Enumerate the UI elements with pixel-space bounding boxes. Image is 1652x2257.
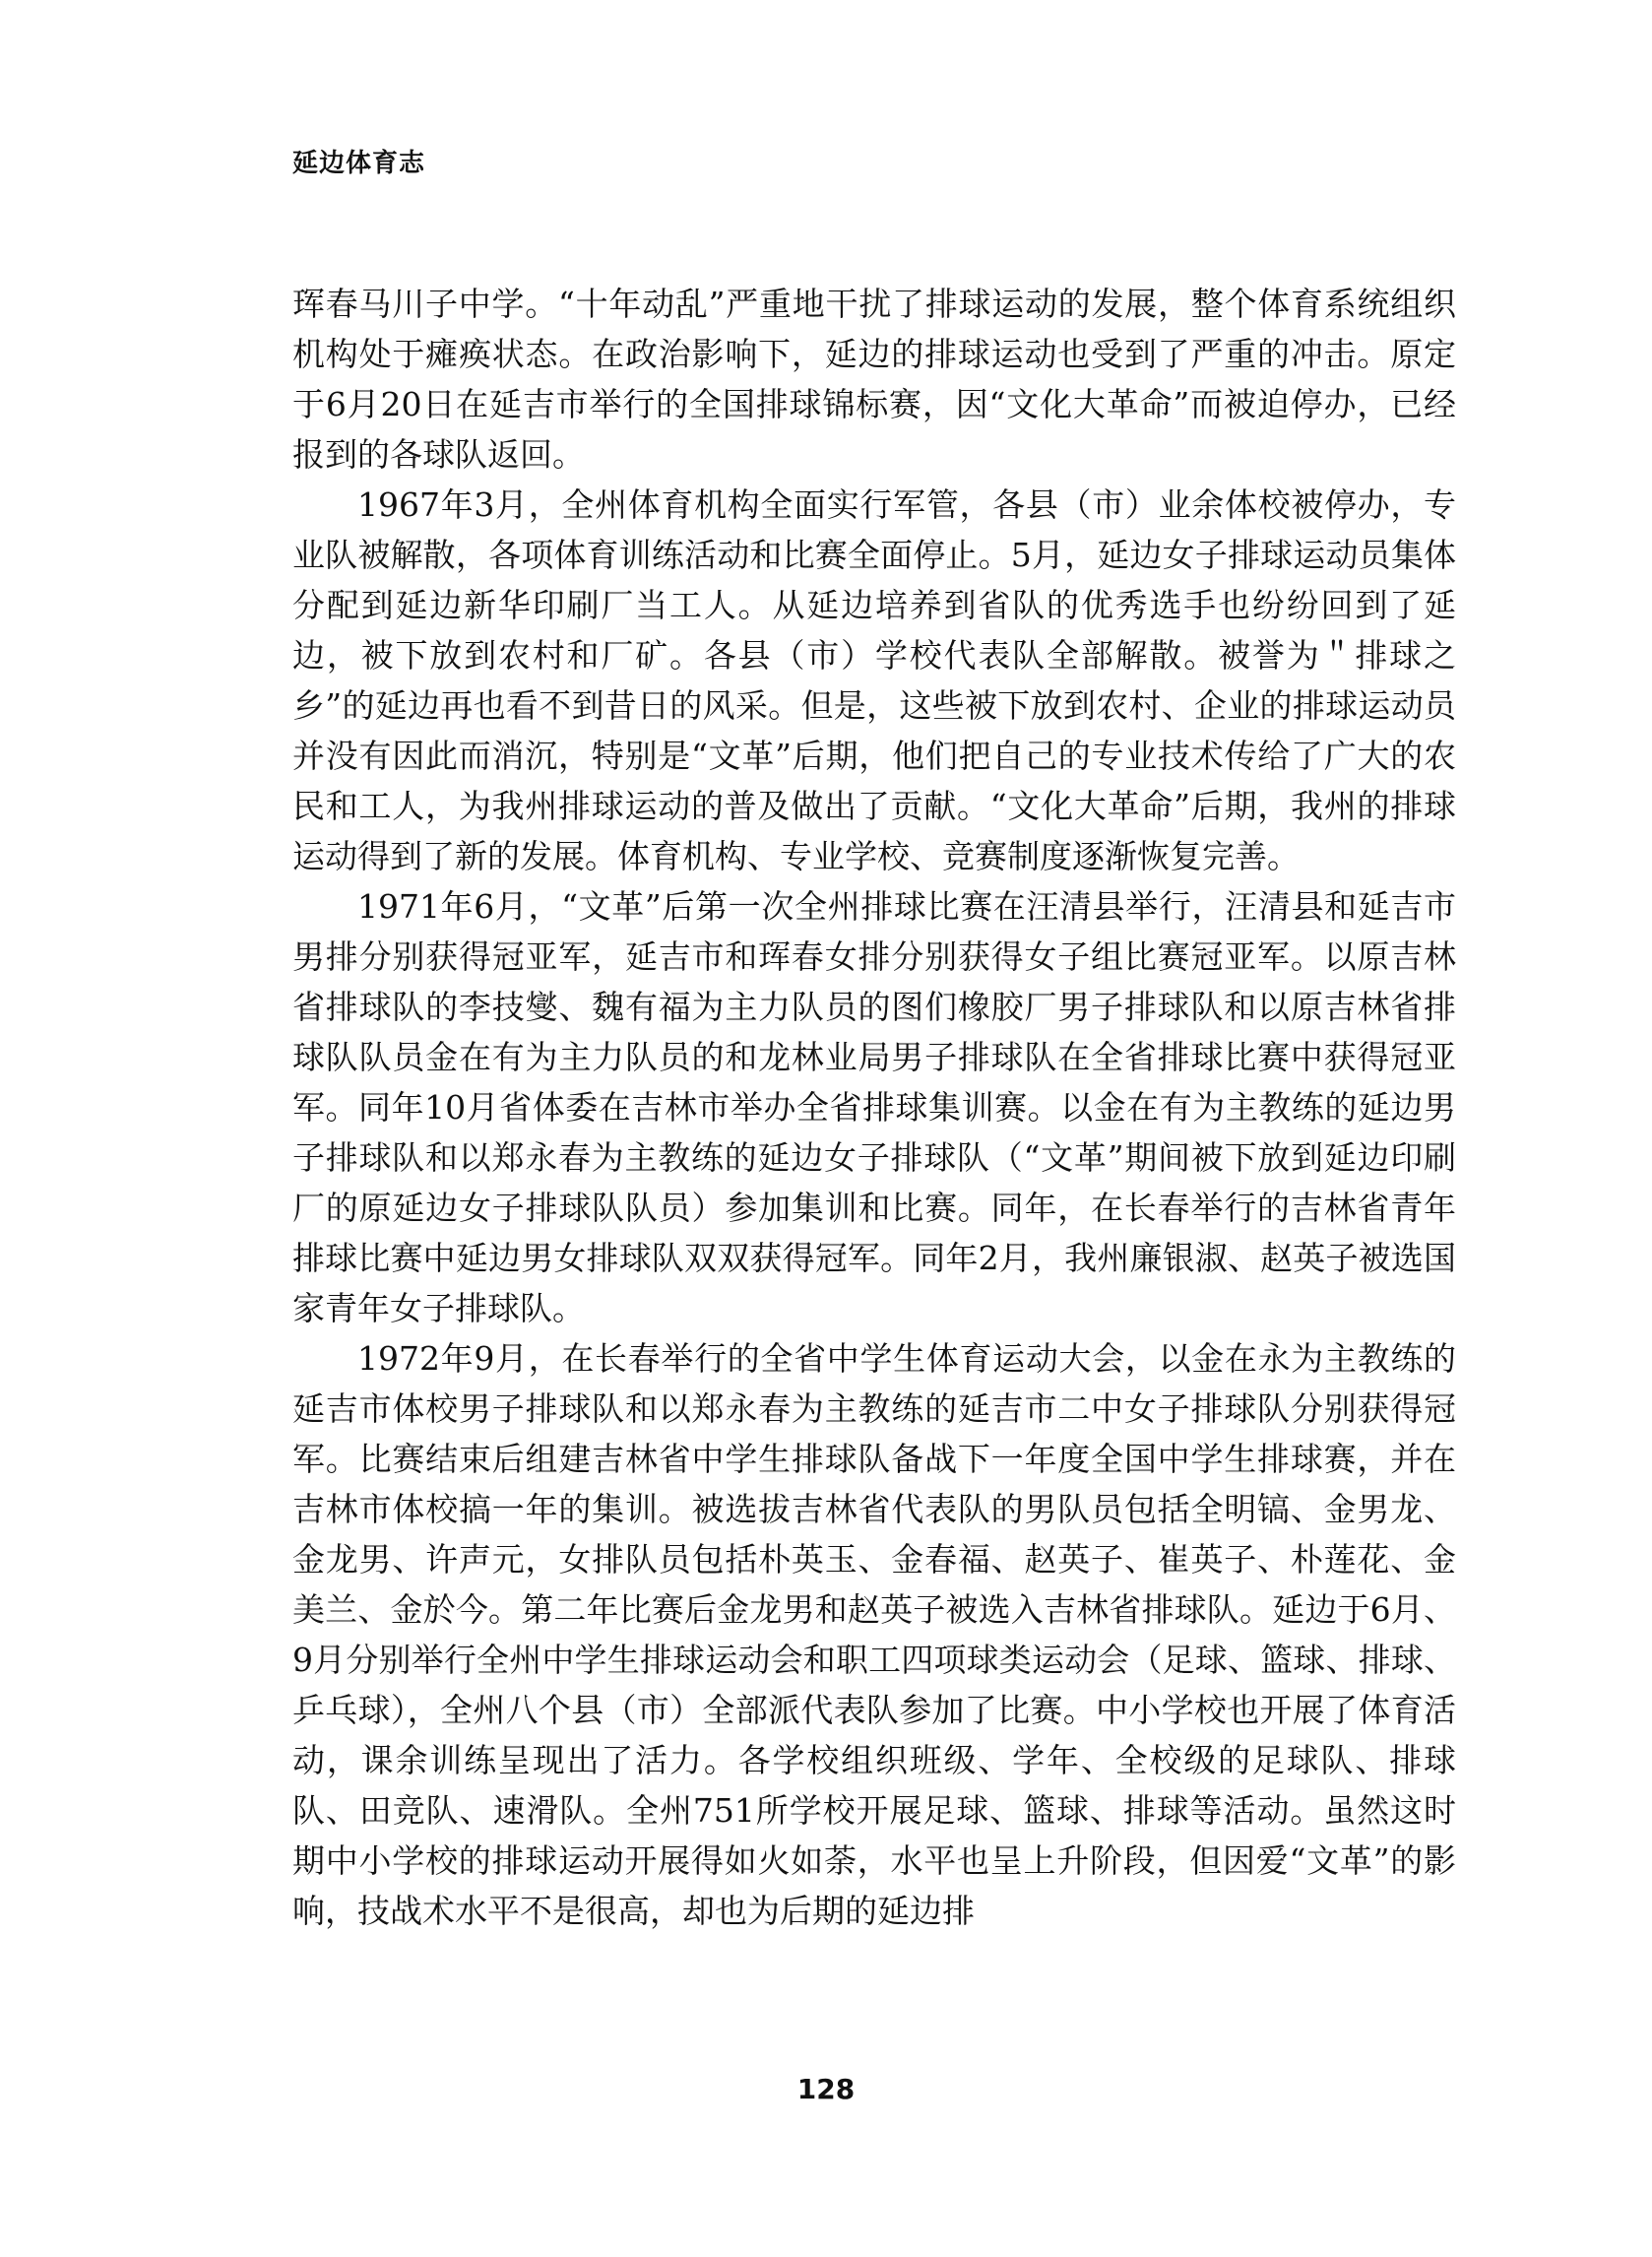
- paragraph-continued: 珲春马川子中学。“十年动乱”严重地干扰了排球运动的发展，整个体育系统组织机构处于瘫痪状态。在政治影响下，延边的排球运动也受到了严重的冲击。原定于6月20日在延吉市举行的全国排球锦标赛，因“文化大革命”而被迫停办，已经报到的各球队返回。: [292, 285, 1456, 474]
- page-number: 128: [796, 2073, 856, 2105]
- paragraph-1967: 1967年3月，全州体育机构全面实行军管，各县（市）业余体校被停办，专业队被解散，各项体育训练活动和比赛全面停止。5月，延边女子排球运动员集体分配到延边新华印刷厂当工人。从延边培养到省队的优秀选手也纷纷回到了延边，被下放到农村和厂矿。各县（市）学校代表队全部解散。被誉为＂排球之乡”的延边再也看不到昔日的风采。但是，这些被下放到农村、企业的排球运动员并没有因此而消沉，特别是“文革”后期，他们把自己的专业技术传给了广大的农民和工人，为我州排球运动的普及做出了贡献。“文化大革命”后期，我州的排球运动得到了新的发展。体育机构、专业学校、竞赛制度逐渐恢复完善。: [292, 485, 1456, 875]
- body-text: [292, 279, 1456, 1936]
- paragraph-1972: 1972年9月，在长春举行的全省中学生体育运动大会，以金在永为主教练的延吉市体校男子排球队和以郑永春为主教练的延吉市二中女子排球队分别获得冠军。比赛结束后组建吉林省中学生排球队备战下一年度全国中学生排球赛，并在吉林市体校搞一年的集训。被选拔吉林省代表队的男队员包括全明镐、金男龙、金龙男、许声元，女排队员包括朴英玉、金春福、赵英子、崔英子、朴莲花、金美兰、金於今。第二年比赛后金龙男和赵英子被选入吉林省排球队。延边于6月、9月分别举行全州中学生排球运动会和职工四项球类运动会（足球、篮球、排球、乒乓球），全州八个县（市）全部派代表队参加了比赛。中小学校也开展了体育活动，课余训练呈现出了活力。各学校组织班级、学年、全校级的足球队、排球队、田竞队、速滑队。全州751所学校开展足球、篮球、排球等活动。虽然这时期中小学校的排球运动开展得如火如荼，水平也呈上升阶段，但因爱“文革”的影响，技战术水平不是很高，却也为后期的延边排: [292, 1339, 1456, 1930]
- running-head: 延边体育志: [292, 149, 426, 178]
- paragraph-1971: 1971年6月，“文革”后第一次全州排球比赛在汪清县举行，汪清县和延吉市男排分别获得冠亚军，延吉市和珲春女排分别获得女子组比赛冠亚军。以原吉林省排球队的李技燮、魏有福为主力队员的图们橡胶厂男子排球队和以原吉林省排球队队员金在有为主力队员的和龙林业局男子排球队在全省排球比赛中获得冠亚军。同年10月省体委在吉林市举办全省排球集训赛。以金在有为主教练的延边男子排球队和以郑永春为主教练的延边女子排球队（“文革”期间被下放到延边印刷厂的原延边女子排球队队员）参加集训和比赛。同年，在长春举行的吉林省青年排球比赛中延边男女排球队双双获得冠军。同年2月，我州廉银淑、赵英子被选国家青年女子排球队。: [292, 887, 1456, 1327]
